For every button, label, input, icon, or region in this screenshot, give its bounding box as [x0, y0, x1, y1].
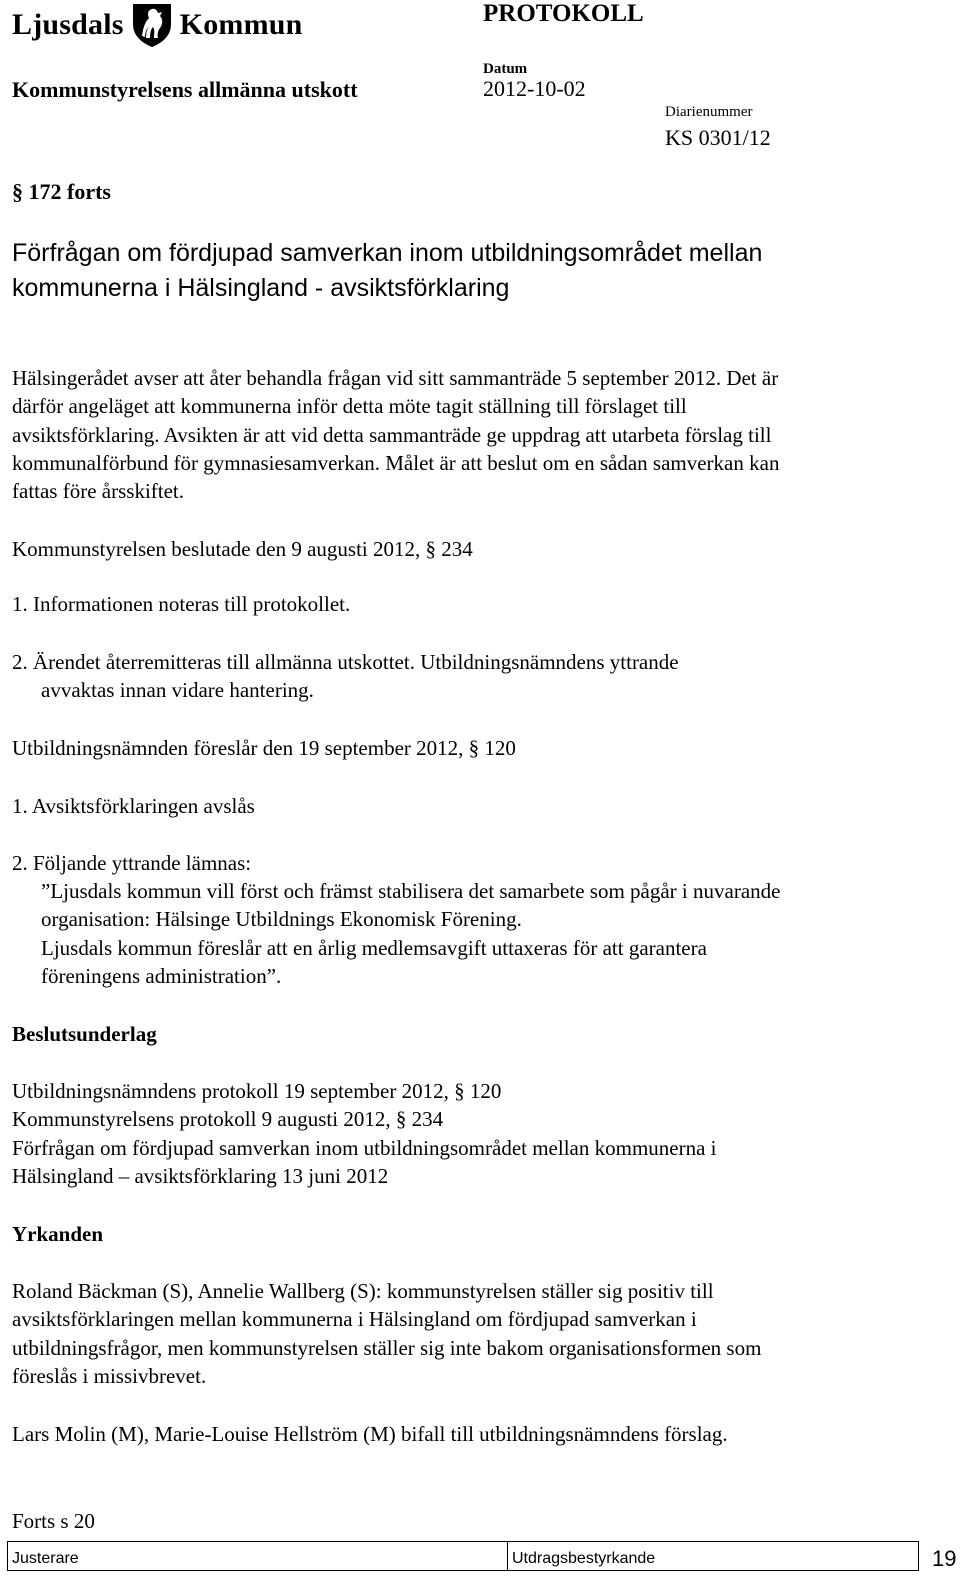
intro-line: Hälsingerådet avser att åter behandla frågan vid sitt sammanträde 5 september 2012. Det är [12, 366, 779, 390]
un-proposal: Utbildningsnämnden föreslår den 19 september 2012, § 120 [12, 736, 516, 760]
document-type: PROTOKOLL [483, 0, 644, 27]
logo-text-left: Ljusdals [12, 8, 124, 41]
ks-point: 1. Informationen noteras till protokollet. [12, 592, 351, 616]
motion-line: utbildningsfrågor, men kommunstyrelsen ställer sig inte bakom organisationsformen som [12, 1336, 762, 1360]
section-number: § 172 forts [12, 179, 111, 204]
committee-name: Kommunstyrelsens allmänna utskott [12, 77, 358, 102]
beslutsunderlag-heading: Beslutsunderlag [12, 1022, 157, 1046]
basis-line: Utbildningsnämndens protokoll 19 september 2012, § 120 [12, 1079, 502, 1103]
motion-line: Roland Bäckman (S), Annelie Wallberg (S): kommunstyrelsen ställer sig positiv till [12, 1279, 714, 1303]
intro-line: fattas före årsskiftet. [12, 479, 185, 503]
date-label: Datum [483, 61, 528, 77]
motion-line: avsiktsförklaringen mellan kommunerna i Hälsingland om fördjupad samverkan i [12, 1307, 697, 1331]
ks-point: 2. Ärendet återremitteras till allmänna utskottet. Utbildningsnämndens yttrande [12, 650, 679, 674]
un-point: 1. Avsiktsförklaringen avslås [12, 794, 255, 818]
basis-line: Hälsingland – avsiktsförklaring 13 juni 2012 [12, 1164, 389, 1188]
section-title-line-1: Förfrågan om fördjupad samverkan inom utbildningsområdet mellan [12, 239, 763, 267]
date-value: 2012-10-02 [483, 76, 586, 101]
statement-line: föreningens administration”. [41, 964, 282, 988]
ks-point-continued: avvaktas innan vidare hantering. [41, 678, 314, 702]
motion-line: Lars Molin (M), Marie-Louise Hellström (M) bifall till utbildningsnämndens förslag. [12, 1422, 728, 1446]
section-title-line-2: kommunerna i Hälsingland - avsiktsförklaring [12, 274, 510, 302]
statement-line: organisation: Hälsinge Utbildnings Ekonomisk Förening. [41, 907, 522, 931]
ks-decision: Kommunstyrelsen beslutade den 9 augusti 2012, § 234 [12, 537, 473, 561]
utdragsbestyrkande-cell: Utdragsbestyrkande [512, 1550, 656, 1567]
basis-line: Kommunstyrelsens protokoll 9 augusti 2012, § 234 [12, 1107, 444, 1131]
intro-line: därför angeläget att kommunerna inför detta möte tagit ställning till förslaget till [12, 394, 687, 418]
basis-line: Förfrågan om fördjupad samverkan inom utbildningsområdet mellan kommunerna i [12, 1136, 717, 1160]
page-number: 19 [932, 1546, 957, 1571]
un-point: 2. Följande yttrande lämnas: [12, 851, 252, 875]
intro-line: kommunalförbund för gymnasiesamverkan. Målet är att beslut om en sådan samverkan kan [12, 451, 780, 475]
diary-number-value: KS 0301/12 [665, 125, 771, 150]
motion-line: föreslås i missivbrevet. [12, 1364, 207, 1388]
coat-of-arms-icon [130, 2, 174, 48]
statement-line: Ljusdals kommun föreslår att en årlig medlemsavgift uttaxeras för att garantera [41, 936, 707, 960]
justerare-cell: Justerare [8, 1542, 508, 1570]
signature-table [7, 1541, 919, 1571]
yrkanden-heading: Yrkanden [12, 1222, 104, 1246]
intro-line: avsiktsförklaring. Avsikten är att vid detta sammanträde ge uppdrag att utarbeta förslag till [12, 423, 772, 447]
logo-text-right: Kommun [179, 8, 303, 41]
continued-note: Forts s 20 [12, 1509, 95, 1533]
statement-line: ”Ljusdals kommun vill först och främst stabilisera det samarbete som pågår i nuvarande [41, 879, 781, 903]
diary-number-label: Diarienummer [665, 104, 753, 120]
logo [12, 2, 303, 48]
